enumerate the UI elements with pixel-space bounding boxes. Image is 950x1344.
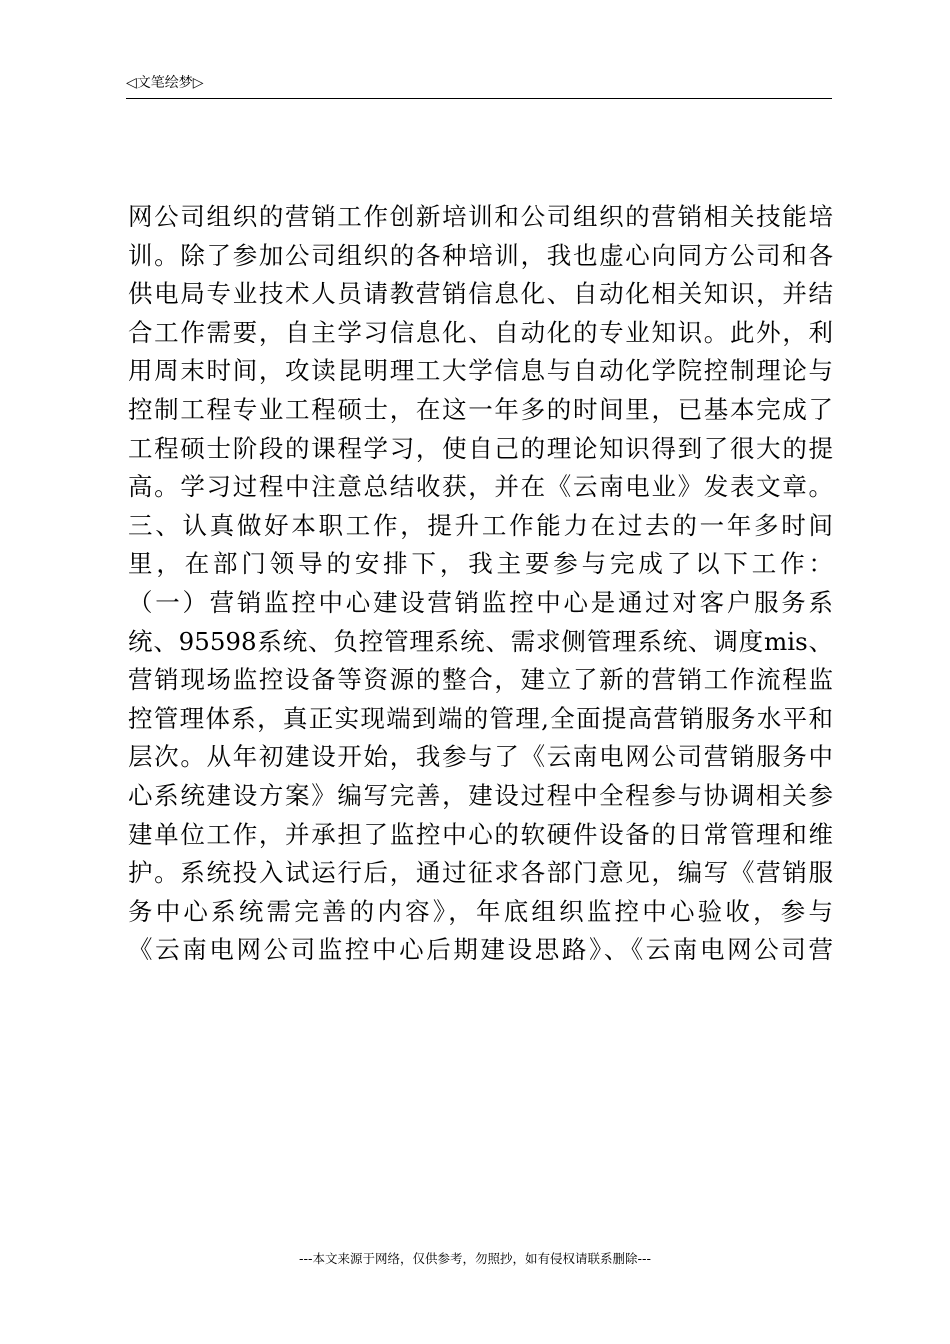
text-line: 工程硕士阶段的课程学习，使自己的理论知识得到了很大的提 xyxy=(128,433,833,463)
text-line: 训。除了参加公司组织的各种培训，我也虚心向同方公司和各 xyxy=(128,240,833,270)
text-line: 《云南电网公司监控中心后期建设思路》、《云南电网公司营 xyxy=(128,935,833,965)
text-line: 营销现场监控设备等资源的整合，建立了新的营销工作流程监 xyxy=(128,665,833,695)
text-line: 建单位工作，并承担了监控中心的软硬件设备的日常管理和维 xyxy=(128,819,833,849)
text-line: 高。学习过程中注意总结收获，并在《云南电业》发表文章。 xyxy=(128,472,833,502)
body-text xyxy=(128,198,833,970)
text-line: 用周末时间，攻读昆明理工大学信息与自动化学院控制理论与 xyxy=(128,356,833,386)
text-line: 合工作需要，自主学习信息化、自动化的专业知识。此外，利 xyxy=(128,317,833,347)
text-line: 控制工程专业工程硕士，在这一年多的时间里，已基本完成了 xyxy=(128,394,833,424)
text-line: 网公司组织的营销工作创新培训和公司组织的营销相关技能培 xyxy=(128,202,833,231)
text-line: 心系统建设方案》编写完善，建设过程中全程参与协调相关参 xyxy=(128,780,833,810)
text-line: 里，在部门领导的安排下，我主要参与完成了以下工作： xyxy=(128,549,833,579)
header-brand: ◁文笔绘梦▷ xyxy=(126,75,204,91)
text-line: 务中心系统需完善的内容》，年底组织监控中心验收，参与 xyxy=(128,896,833,926)
text-line: （一）营销监控中心建设营销监控中心是通过对客户服务系 xyxy=(128,587,833,617)
text-line: 层次。从年初建设开始，我参与了《云南电网公司营销服务中 xyxy=(128,742,833,772)
text-line: 三、认真做好本职工作，提升工作能力在过去的一年多时间 xyxy=(128,510,833,540)
page-header xyxy=(126,74,832,99)
text-line: 护。系统投入试运行后，通过征求各部门意见，编写《营销服 xyxy=(128,858,833,888)
text-line: 统、95598系统、负控管理系统、需求侧管理系统、调度mis、 xyxy=(128,626,833,656)
text-line: 控管理体系，真正实现端到端的管理,全面提高营销服务水平和 xyxy=(128,703,833,733)
text-line: 供电局专业技术人员请教营销信息化、自动化相关知识，并结 xyxy=(128,279,833,309)
footer-notice: ---本文来源于网络，仅供参考，勿照抄，如有侵权请联系删除--- xyxy=(298,1251,652,1266)
